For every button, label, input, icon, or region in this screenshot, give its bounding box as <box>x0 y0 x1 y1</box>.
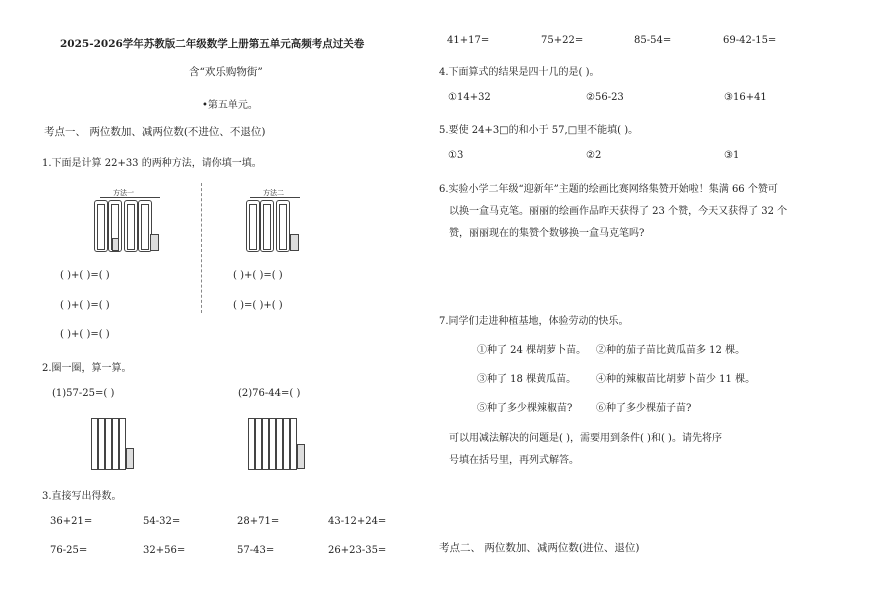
method-2-underline <box>250 197 300 198</box>
method-1-underline <box>100 197 160 198</box>
unit-label: •第五单元。 <box>202 100 258 111</box>
q4-option: ②56-23 <box>586 92 624 103</box>
method-1-row-3: ( )+( )=( ) <box>60 329 110 340</box>
q5-option: ②2 <box>586 150 602 161</box>
method-2-row-1: ( )+( )=( ) <box>233 270 283 281</box>
question-3: 3.直接写出得数。 <box>42 491 122 502</box>
q3-item: 57-43= <box>237 545 275 556</box>
method-1-sticks-illustration <box>94 200 164 252</box>
method-1-row-1: ( )+( )=( ) <box>60 270 110 281</box>
question-2a-sticks <box>91 418 151 470</box>
question-2: 2.圈一圈，算一算。 <box>42 363 132 374</box>
q3-item: 85-54= <box>634 35 672 46</box>
q3-item: 41+17= <box>447 35 490 46</box>
question-7: 7.同学们走进种植基地，体验劳动的快乐。 <box>439 316 629 327</box>
q3-item: 43-12+24= <box>328 516 387 527</box>
question-1: 1.下面是计算 22+33 的两种方法，请你填一填。 <box>42 158 262 169</box>
q4-option: ①14+32 <box>448 92 491 103</box>
q3-item: 75+22= <box>541 35 584 46</box>
q7-condition: ①种了 24 棵胡萝卜苗。 <box>477 345 587 356</box>
subtitle: 含“欢乐购物街” <box>189 66 263 78</box>
question-5: 5.要使 24+3□的和小于 57,□里不能填( )。 <box>439 125 639 136</box>
q3-item: 69-42-15= <box>723 35 777 46</box>
question-2b: (2)76-44=( ) <box>238 388 301 399</box>
q3-item: 76-25= <box>50 545 88 556</box>
method-1-label: 方法一 <box>113 189 134 197</box>
q3-item: 32+56= <box>143 545 186 556</box>
method-1-row-2: ( )+( )=( ) <box>60 300 110 311</box>
q3-item: 26+23-35= <box>328 545 387 556</box>
q7-condition: ②种的茄子苗比黄瓜苗多 12 棵。 <box>596 345 746 356</box>
question-7-prompt-line-2: 号填在括号里，再列式解答。 <box>449 455 579 466</box>
question-4: 4.下面算式的结果是四十几的是( )。 <box>439 67 600 78</box>
page-title: 2025-2026学年苏教版二年级数学上册第五单元高频考点过关卷 <box>60 38 365 50</box>
question-2a: (1)57-25=( ) <box>52 388 115 399</box>
question-7-prompt-line-1: 可以用减法解决的问题是( )，需要用到条件( )和( )。请先将序 <box>449 433 722 444</box>
question-6-line-2: 以换一盒马克笔。丽丽的绘画作品昨天获得了 23 个赞，今天又获得了 32 个 <box>449 206 788 217</box>
q5-option: ③1 <box>724 150 740 161</box>
q7-condition: ⑤种了多少棵辣椒苗? <box>477 403 573 414</box>
method-divider <box>201 183 202 313</box>
question-6-line-1: 6.实验小学二年级“迎新年”主题的绘画比赛网络集赞开始啦！集满 66 个赞可 <box>439 184 778 195</box>
question-6-line-3: 赞，丽丽现在的集赞个数够换一盒马克笔吗? <box>449 228 645 239</box>
q7-condition: ⑥种了多少棵茄子苗? <box>596 403 692 414</box>
q7-condition: ④种的辣椒苗比胡萝卜苗少 11 棵。 <box>596 374 756 385</box>
q5-option: ①3 <box>448 150 464 161</box>
method-2-label: 方法二 <box>263 189 284 197</box>
section-heading-2: 考点二、 两位数加、减两位数(进位、退位) <box>439 542 640 554</box>
method-2-row-2: ( )=( )+( ) <box>233 300 283 311</box>
q4-option: ③16+41 <box>724 92 767 103</box>
q3-item: 54-32= <box>143 516 181 527</box>
method-2-sticks-illustration <box>246 200 306 252</box>
q3-item: 28+71= <box>237 516 280 527</box>
question-2b-sticks <box>248 418 318 470</box>
q3-item: 36+21= <box>50 516 93 527</box>
section-heading-1: 考点一、 两位数加、减两位数(不进位、不退位) <box>44 126 266 138</box>
q7-condition: ③种了 18 棵黄瓜苗。 <box>477 374 577 385</box>
